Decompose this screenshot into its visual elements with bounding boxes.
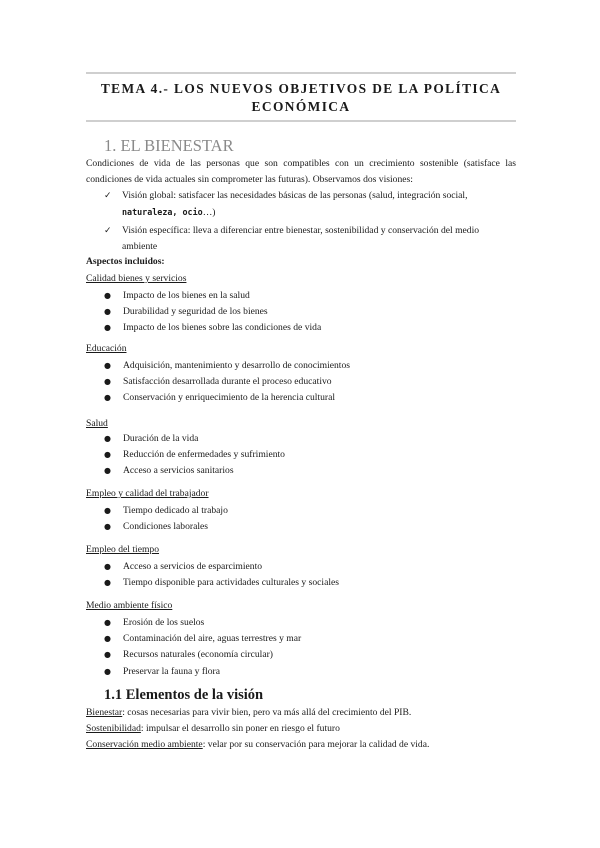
title-line-1: TEMA 4.- LOS NUEVOS OBJETIVOS DE LA POLÍTICA — [100, 81, 502, 96]
vision-global: ✓ Visión global: satisfacer las necesidades básicas de las personas (salud, integración social, naturaleza, ocio…) — [104, 190, 468, 218]
list-item: ● Impacto de los bienes sobre las condiciones de vida — [104, 320, 504, 336]
definition-sostenibilidad: Sostenibilidad: impulsar el desarrollo sin poner en riesgo el futuro — [86, 723, 340, 734]
bullet-icon: ● — [104, 650, 111, 660]
list-item: ● Duración de la vida — [104, 431, 504, 447]
list-item: ● Satisfacción desarrollada durante el proceso educativo — [104, 374, 504, 390]
bullet-icon: ● — [104, 466, 111, 476]
definition-bienestar: Bienestar: cosas necesarias para vivir bien, pero va más allá del crecimiento del PIB. — [86, 707, 412, 718]
definition-conservacion: Conservación medio ambiente: velar por su conservación para mejorar la calidad de vida. — [86, 739, 430, 750]
section-heading-bienestar: 1. EL BIENESTAR — [104, 136, 234, 155]
group-list — [104, 358, 504, 407]
bullet-icon: ● — [104, 361, 111, 370]
list-item: ● Recursos naturales (economía circular) — [104, 647, 504, 663]
list-item: ● Conservación y enriquecimiento de la herencia cultural — [104, 390, 504, 406]
group-title: Educación — [86, 343, 127, 354]
group-list — [104, 615, 504, 680]
check-icon: ✓ — [104, 191, 112, 201]
group-title: Salud — [86, 418, 108, 429]
bullet-icon: ● — [104, 522, 111, 532]
group-list — [104, 503, 504, 535]
bullet-icon: ● — [104, 578, 111, 588]
list-item: ● Condiciones laborales — [104, 519, 504, 535]
list-item: ● Reducción de enfermedades y sufrimiento — [104, 447, 504, 463]
bullet-icon: ● — [104, 506, 111, 515]
group-title: Calidad bienes y servicios — [86, 273, 187, 284]
title-top-rule — [86, 72, 516, 74]
list-item: ● Acceso a servicios sanitarios — [104, 463, 504, 479]
bullet-icon: ● — [104, 562, 111, 571]
bullet-icon: ● — [104, 377, 111, 387]
group-title: Empleo del tiempo — [86, 544, 160, 555]
list-item: ● Impacto de los bienes en la salud — [104, 288, 504, 304]
group-title: Medio ambiente físico — [86, 600, 173, 611]
bullet-icon: ● — [104, 393, 111, 403]
bullet-icon: ● — [104, 634, 111, 644]
check-icon: ✓ — [104, 226, 112, 236]
aspects-heading: Aspectos incluidos: — [86, 256, 165, 267]
group-title: Empleo y calidad del trabajador — [86, 488, 209, 499]
list-item: ● Adquisición, mantenimiento y desarrollo de conocimientos — [104, 358, 504, 374]
list-item: ● Erosión de los suelos — [104, 615, 504, 631]
visions-list — [104, 188, 516, 255]
bullet-icon: ● — [104, 307, 111, 317]
list-item: ● Durabilidad y seguridad de los bienes — [104, 304, 504, 320]
group-list — [104, 288, 504, 337]
list-item: ● Contaminación del aire, aguas terrestres y mar — [104, 631, 504, 647]
bullet-icon: ● — [104, 291, 111, 300]
title-line-2: ECONÓMICA — [251, 99, 351, 114]
title-bottom-rule — [86, 120, 516, 122]
document-title — [86, 80, 516, 116]
list-item: ● Preservar la fauna y flora — [104, 664, 504, 680]
group-list — [104, 431, 504, 480]
list-item: ● Tiempo dedicado al trabajo — [104, 503, 504, 519]
intro-paragraph: Condiciones de vida de las personas que son compatibles con un crecimiento sostenible (satisface las condiciones de vida actuales sin comprometer las futuras). Observamos dos visiones: — [86, 158, 516, 186]
subsection-heading-elementos: 1.1 Elementos de la visión — [104, 687, 264, 703]
bullet-icon: ● — [104, 323, 111, 333]
list-item: ● Acceso a servicios de esparcimiento — [104, 559, 504, 575]
vision-especifica: ✓ Visión específica: lleva a diferenciar entre bienestar, sostenibilidad y conservación del medio ambiente — [104, 225, 480, 252]
bullet-icon: ● — [104, 618, 111, 627]
bullet-icon: ● — [104, 434, 111, 443]
list-item: ● Tiempo disponible para actividades culturales y sociales — [104, 575, 504, 591]
bullet-icon: ● — [104, 450, 111, 460]
bullet-icon: ● — [104, 666, 111, 676]
group-list — [104, 559, 504, 591]
